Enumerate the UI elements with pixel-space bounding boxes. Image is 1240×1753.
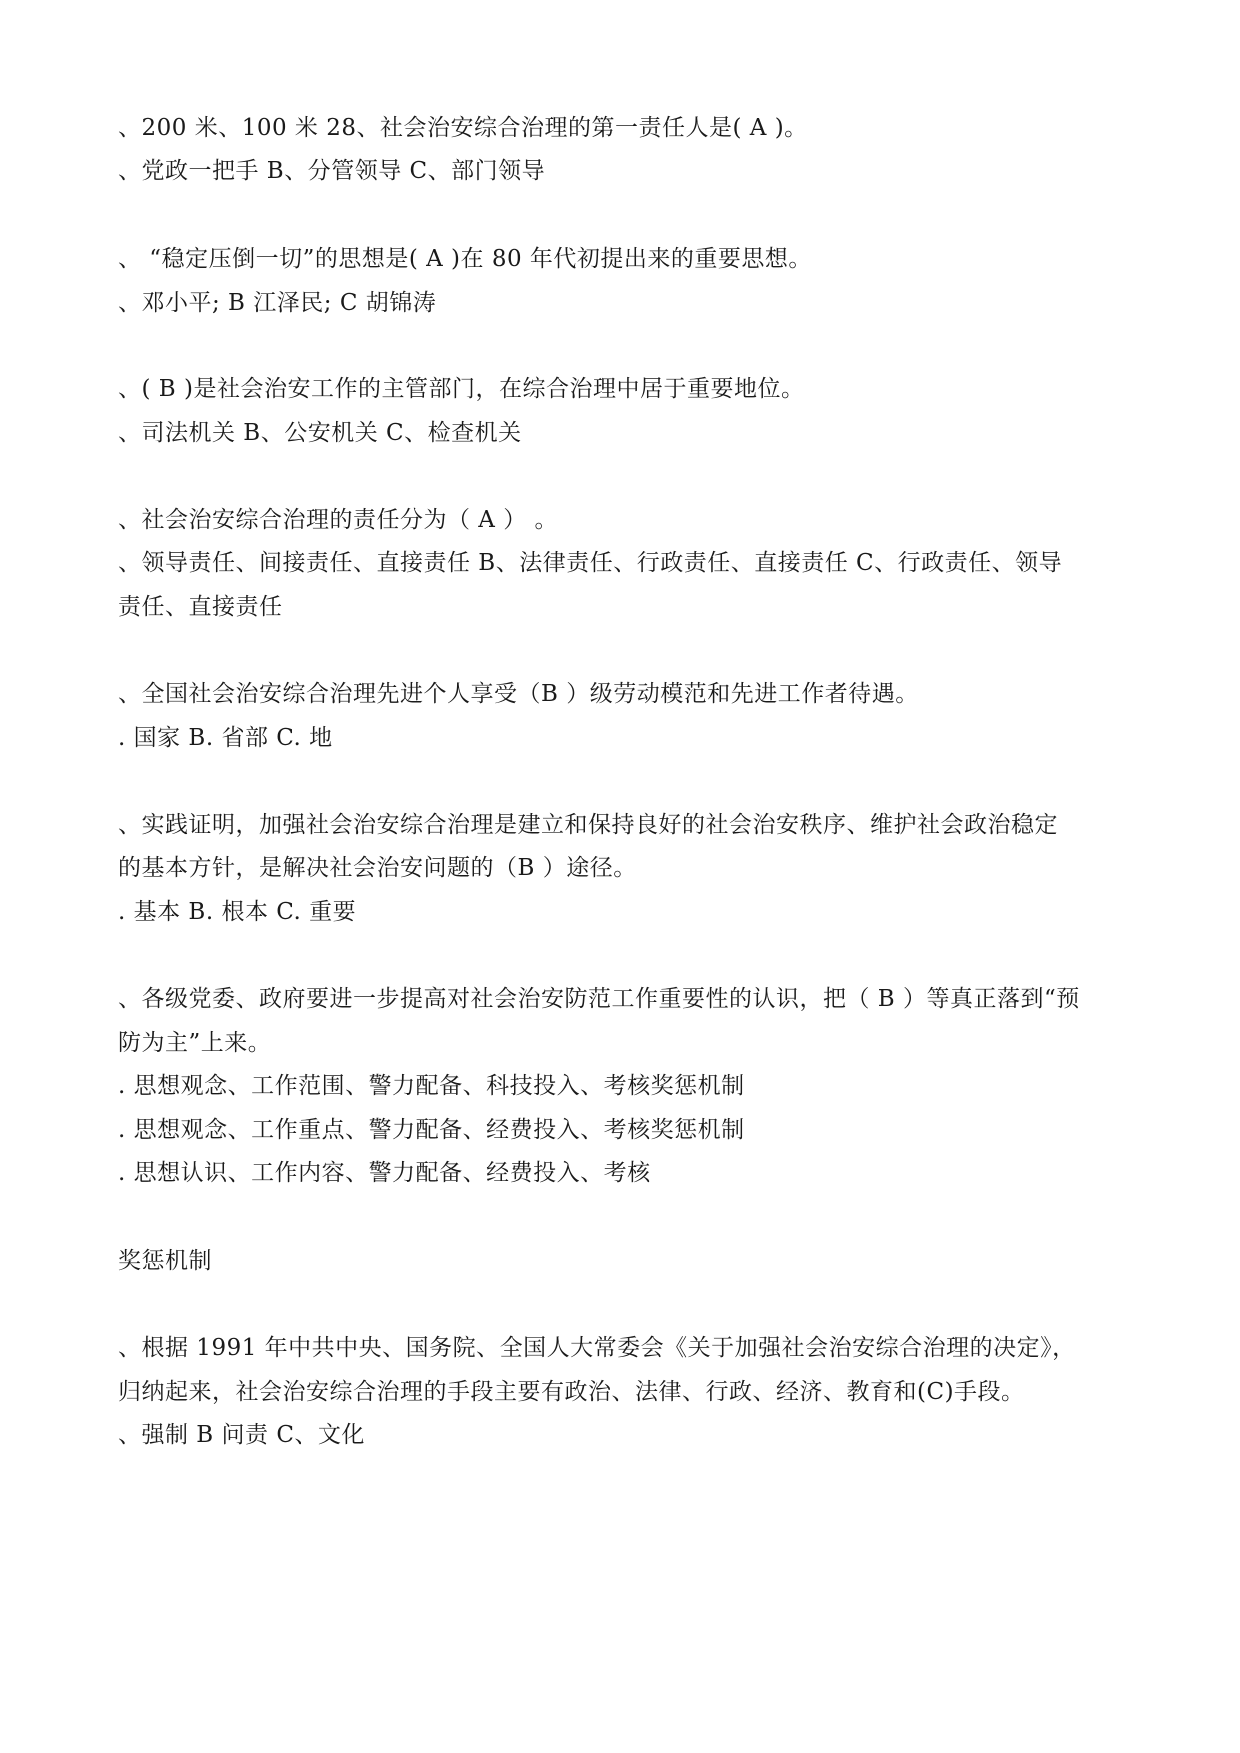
- text-line: 、领导责任、间接责任、直接责任 B、法律责任、行政责任、直接责任 C、行政责任、领导: [118, 550, 1063, 576]
- text-line: 、社会治安综合治理的责任分为（ A ） 。: [118, 507, 559, 533]
- text-line: 、实践证明，加强社会治安综合治理是建立和保持良好的社会治安秩序、维护社会政治稳定: [118, 812, 1058, 838]
- text-line: 、各级党委、政府要进一步提高对社会治安防范工作重要性的认识，把（ B ）等真正落到“预: [118, 986, 1080, 1012]
- text-line: 、200 米、100 米 28、社会治安综合治理的第一责任人是( A )。: [118, 115, 808, 141]
- text-line: 、强制 B 问责 C、文化: [118, 1422, 365, 1448]
- text-line: 、邓小平; B 江泽民; C 胡锦涛: [118, 290, 437, 316]
- text-line: 、 “稳定压倒一切”的思想是( A )在 80 年代初提出来的重要思想。: [118, 246, 812, 272]
- text-line: . 思想观念、工作重点、警力配备、经费投入、考核奖惩机制: [118, 1117, 745, 1143]
- text-line: 防为主”上来。: [118, 1030, 272, 1056]
- text-line: 归纳起来，社会治安综合治理的手段主要有政治、法律、行政、经济、教育和(C)手段。: [118, 1379, 1025, 1405]
- text-line: 、全国社会治安综合治理先进个人享受（B ）级劳动模范和先进工作者待遇。: [118, 681, 919, 707]
- text-line: . 国家 B. 省部 C. 地: [118, 725, 333, 751]
- text-line: 责任、直接责任: [118, 594, 283, 620]
- text-line: . 基本 B. 根本 C. 重要: [118, 899, 357, 925]
- text-line: 奖惩机制: [118, 1248, 212, 1274]
- text-line: 、党政一把手 B、分管领导 C、部门领导: [118, 158, 546, 184]
- text-line: 、根据 1991 年中共中央、国务院、全国人大常委会《关于加强社会治安综合治理的决定》，: [118, 1335, 1076, 1361]
- text-line: . 思想认识、工作内容、警力配备、经费投入、考核: [118, 1160, 651, 1186]
- text-line: 的基本方针，是解决社会治安问题的（B ）途径。: [118, 855, 637, 881]
- text-line: 、( B )是社会治安工作的主管部门，在综合治理中居于重要地位。: [118, 376, 805, 402]
- text-line: . 思想观念、工作范围、警力配备、科技投入、考核奖惩机制: [118, 1073, 745, 1099]
- text-line: 、司法机关 B、公安机关 C、检查机关: [118, 420, 522, 446]
